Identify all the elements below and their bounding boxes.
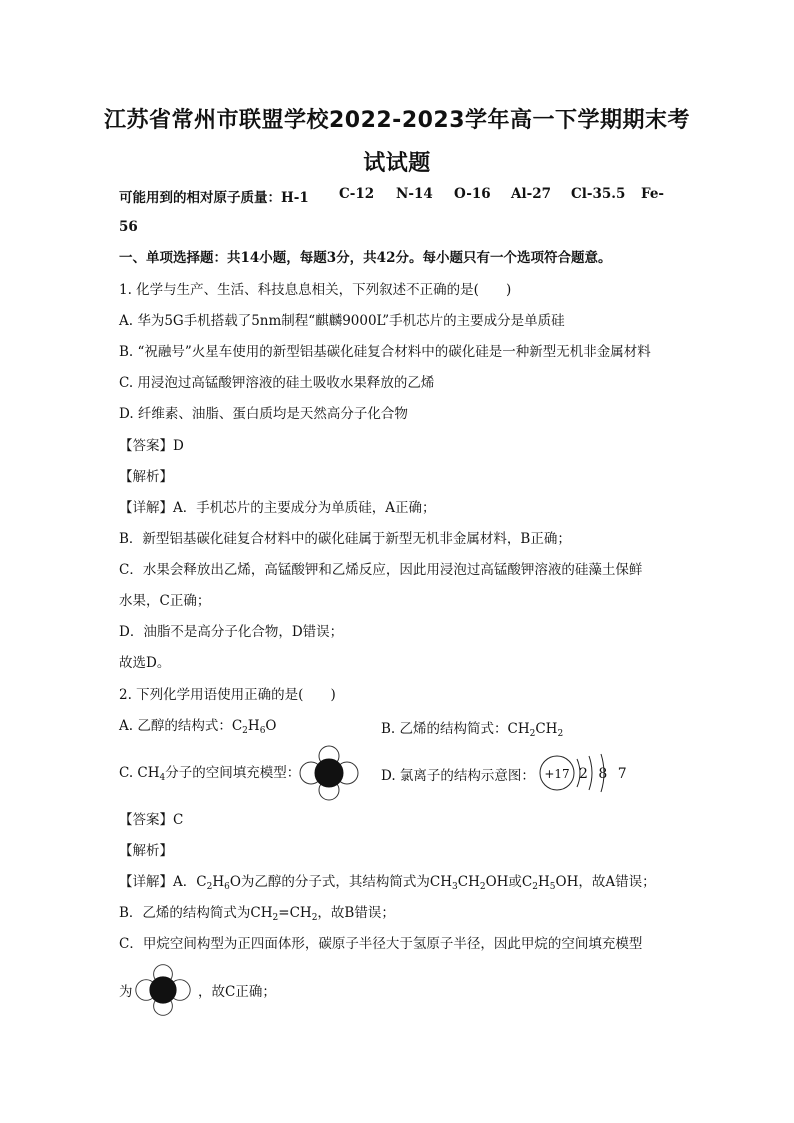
q1-detail: 【详解】A．手机芯片的主要成分为单质硅，A正确； [119, 500, 436, 516]
q2-option-c: C. $CH_4$分子的空间填充模型： [119, 765, 301, 783]
atomic-mass-item: N-14 [396, 186, 433, 202]
q1-option-c: C. 用浸泡过高锰酸钾溶液的硅土吸收水果释放的乙烯 [119, 375, 435, 391]
q2-detail-b: B．乙烯的结构简式为$CH_2=CH_2$，故B错误； [119, 905, 395, 923]
q2-option-d: D. 氯离子的结构示意图： [381, 768, 535, 784]
section-heading: 一、单项选择题：共14小题，每题3分，共42分。每小题只有一个选项符合题意。 [119, 250, 612, 266]
atomic-mass-item: Al-27 [511, 186, 551, 202]
q1-detail: D．油脂不是高分子化合物，D错误； [119, 624, 344, 640]
chloride-ion-structure-diagram [536, 747, 630, 799]
q1-option-a: A. 华为5G手机搭载了5nm制程“麒麟9000L”手机芯片的主要成分是单质硅 [119, 313, 565, 329]
q2-detail-c-prefix: 为 [119, 984, 133, 1000]
doc-title-line1: 江苏省常州市联盟学校2022-2023学年高一下学期期末考 [103, 108, 691, 133]
q2-answer: 【答案】C [119, 812, 184, 828]
atomic-mass-row [119, 186, 679, 206]
atomic-mass-item: C-12 [339, 186, 375, 202]
q2-analysis-label: 【解析】 [119, 843, 173, 859]
q1-option-b: B. “祝融号”火星车使用的新型铝基碳化硅复合材料中的碳化硅是一种新型无机非金属材料 [119, 344, 651, 360]
atomic-mass-item: Cl-35.5 [571, 186, 626, 202]
q1-detail: B．新型铝基碳化硅复合材料中的碳化硅属于新型无机非金属材料，B正确； [119, 531, 571, 547]
q1-detail: C．水果会释放出乙烯，高锰酸钾和乙烯反应，因此用浸泡过高锰酸钾溶液的硅藻土保鲜 [119, 562, 643, 578]
atomic-mass-item: Fe- [641, 186, 665, 202]
q2-option-a: A. 乙醇的结构式：$C_2H_6O$ [119, 718, 277, 736]
q1-stem: 1. 化学与生产、生活、科技息息相关，下列叙述不正确的是( ) [119, 282, 512, 298]
q1-detail: 水果，C正确； [119, 593, 211, 609]
q2-stem: 2. 下列化学用语使用正确的是( ) [119, 687, 336, 703]
q1-answer: 【答案】D [119, 438, 184, 454]
methane-space-filling-model [297, 745, 361, 801]
ion-shell-electrons: 2 8 7 [579, 766, 630, 782]
q2-detail-c: C．甲烷空间构型为正四面体形，碳原子半径大于氢原子半径，因此甲烷的空间填充模型 [119, 936, 643, 952]
atomic-mass-label: 可能用到的相对原子质量：H-1 [119, 190, 309, 206]
q1-analysis-label: 【解析】 [119, 469, 173, 485]
methane-space-filling-model [133, 962, 193, 1018]
ion-nucleus-charge: +17 [544, 767, 570, 781]
atomic-mass-wrap: 56 [119, 219, 138, 235]
atomic-mass-item: O-16 [454, 186, 491, 202]
q2-detail-c-suffix: ，故C正确； [198, 984, 276, 1000]
q1-option-d: D. 纤维素、油脂、蛋白质均是天然高分子化合物 [119, 406, 408, 422]
doc-title-line2: 试试题 [363, 151, 431, 176]
q2-option-b: B. 乙烯的结构简式：$CH_2CH_2$ [381, 721, 564, 739]
q1-detail: 故选D。 [119, 655, 171, 671]
q2-detail-a: 【详解】A．$C_2H_6O$为乙醇的分子式，其结构简式为$CH_3CH_2OH$或$C_2H_5OH$，故A错误； [119, 874, 656, 892]
